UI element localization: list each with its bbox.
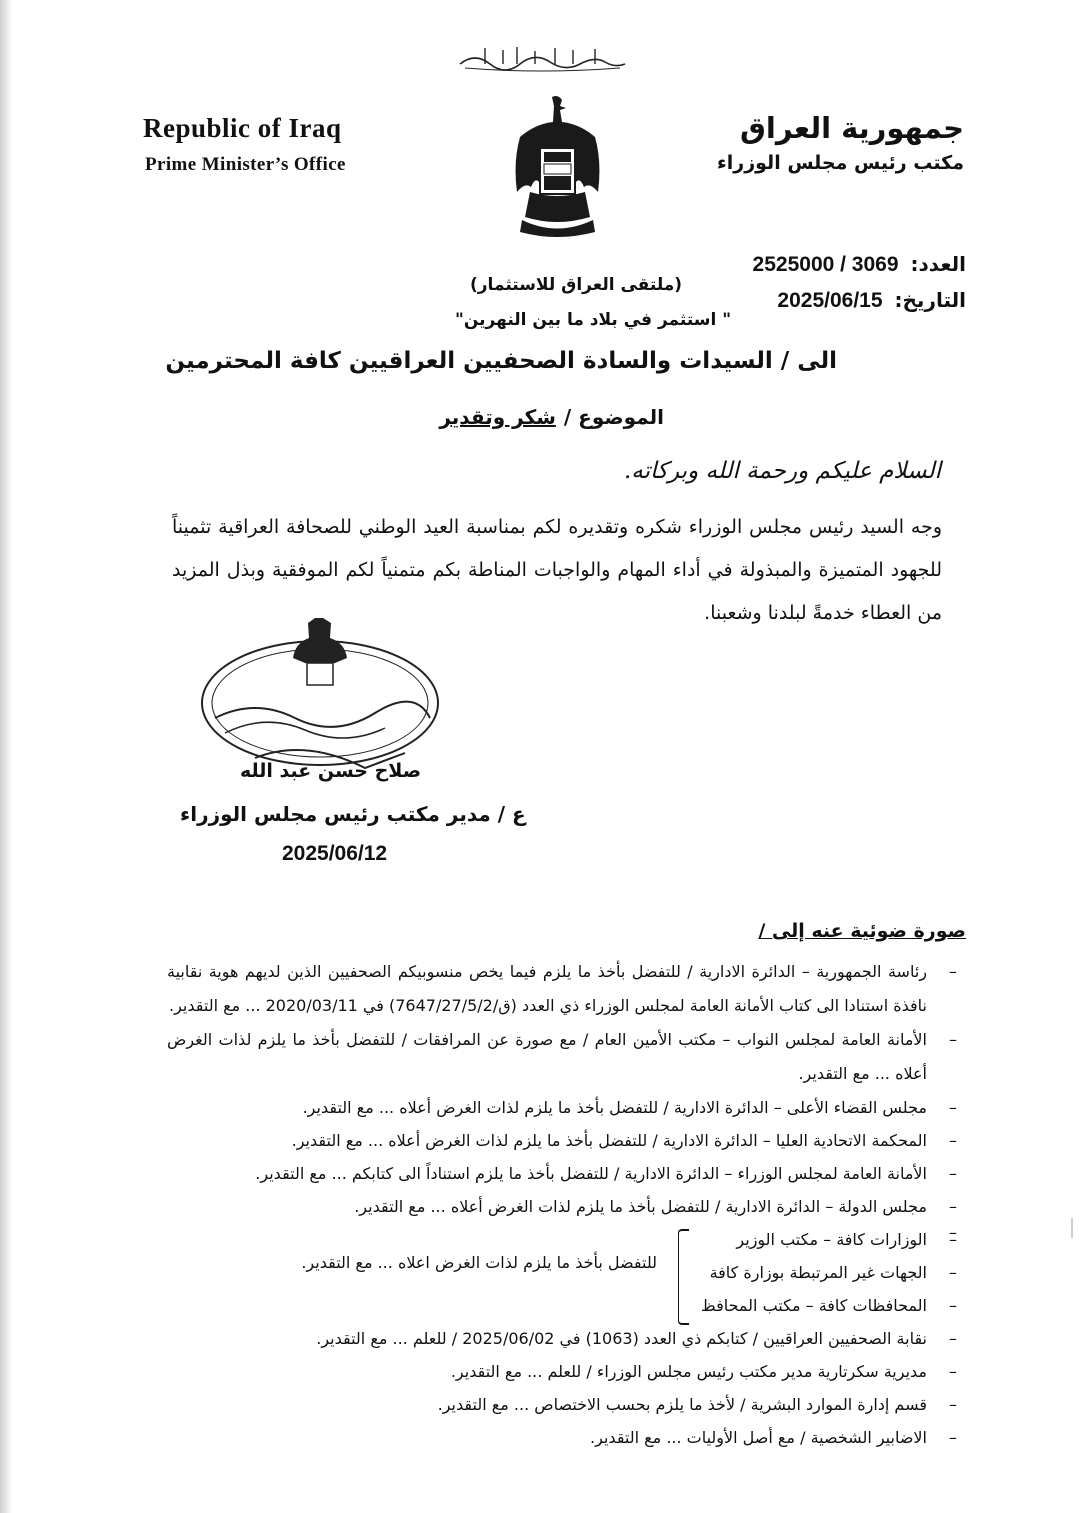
list-item: – الجهات غير المرتبطة بوزارة كافة <box>167 1256 957 1289</box>
list-item: – الأمانة العامة لمجلس النواب – مكتب الأمين العام / مع صورة عن المرافقات / للتفضل بأخذ ما يلزم لذات الغرض أعلاه ... مع التقدير. <box>167 1023 957 1091</box>
list-item: – المحافظات كافة – مكتب المحافظ <box>167 1289 957 1322</box>
subject-label: الموضوع / <box>563 405 664 429</box>
english-title: Republic of Iraq <box>143 113 342 143</box>
group-note: للتفضل بأخذ ما يلزم لذات الغرض اعلاه ... مع التقدير. <box>301 1253 657 1272</box>
distribution-list <box>167 955 957 1454</box>
document-date <box>777 288 966 313</box>
arabic-title: جمهورية العراق <box>739 111 964 145</box>
subject-value: شكر وتقدير <box>439 405 556 429</box>
grouped-recipients <box>167 1223 957 1322</box>
number-label: العدد: <box>910 252 966 276</box>
list-item: – الأمانة العامة لمجلس الوزراء – الدائرة الادارية / للتفضل بأخذ ما يلزم استناداً الى كتابكم ... مع التقدير. <box>167 1157 957 1190</box>
subject-line <box>439 405 664 429</box>
list-item: – قسم إدارة الموارد البشرية / لأخذ ما يلزم بحسب الاختصاص ... مع التقدير. <box>167 1388 957 1421</box>
iraq-eagle-emblem-icon <box>510 92 605 242</box>
copy-heading: صورة ضوئية عنه إلى / <box>758 920 966 942</box>
list-item: – الاضابير الشخصية / مع أصل الأوليات ... مع التقدير. <box>167 1421 957 1454</box>
group-brace <box>678 1229 689 1325</box>
list-item: – مديرية سكرتارية مدير مكتب رئيس مجلس الوزراء / للعلم ... مع التقدير. <box>167 1355 957 1388</box>
number-value: 2525000 / 3069 <box>752 253 899 276</box>
signatory-title: ع / مدير مكتب رئيس مجلس الوزراء <box>180 802 526 826</box>
arabic-subtitle: مكتب رئيس مجلس الوزراء <box>717 152 964 174</box>
letter-body: وجه السيد رئيس مجلس الوزراء شكره وتقديره لكم بمناسبة العيد الوطني للصحافة العراقية تثميناً للجهود المتميزة والمبذولة في أداء المهام والواجبات المناطة بكم متمنياً لكم الموفقية وبذل المزيد من العطاء خدمةً لبلدنا وشعبنا. <box>172 516 942 624</box>
list-item: – مجلس القضاء الأعلى – الدائرة الادارية / للتفضل بأخذ ما يلزم لذات الغرض أعلاه ... مع التقدير. <box>167 1091 957 1124</box>
signatory-name: صلاح حسن عبد الله <box>240 760 422 782</box>
list-item: – – الوزارات كافة – مكتب الوزير <box>167 1223 957 1256</box>
document-number <box>753 252 966 277</box>
list-item: – المحكمة الاتحادية العليا – الدائرة الادارية / للتفضل بأخذ ما يلزم لذات الغرض أعلاه ... مع التقدير. <box>167 1124 957 1157</box>
basmala-calligraphy <box>455 42 630 74</box>
page-edge-shadow <box>0 0 12 1513</box>
date-label: التاريخ: <box>894 288 966 312</box>
list-item: – نقابة الصحفيين العراقيين / كتابكم ذي العدد (1063) في 2025/06/02 / للعلم ... مع التقدير. <box>167 1322 957 1355</box>
list-item: – مجلس الدولة – الدائرة الادارية / للتفضل بأخذ ما يلزم لذات الغرض أعلاه ... مع التقدير. <box>167 1190 957 1223</box>
forum-name: (ملتقى العراق للاستثمار) <box>470 275 683 295</box>
greeting: السلام عليكم ورحمة الله وبركاته. <box>623 458 941 484</box>
signature-date: 2025/06/12 <box>282 842 388 865</box>
forum-slogan: " استثمر في بلاد ما بين النهرين" <box>455 310 732 330</box>
date-value: 2025/06/15 <box>777 289 883 312</box>
english-subtitle: Prime Minister’s Office <box>145 154 346 175</box>
list-item: – رئاسة الجمهورية – الدائرة الادارية / للتفضل بأخذ ما يلزم فيما يخص منسوبيكم الصحفيين الذين لديهم هوية نقابية نافذة استنادا الى كتاب الأمانة العامة لمجلس الوزراء ذي العدد (ق/7647/27/5/2) في 2020/03/11 ... مع التقدير. <box>167 955 957 1023</box>
recipient-line: الى / السيدات والسادة الصحفيين العراقيين كافة المحترمين <box>165 348 837 374</box>
scan-mark <box>1071 1218 1073 1238</box>
